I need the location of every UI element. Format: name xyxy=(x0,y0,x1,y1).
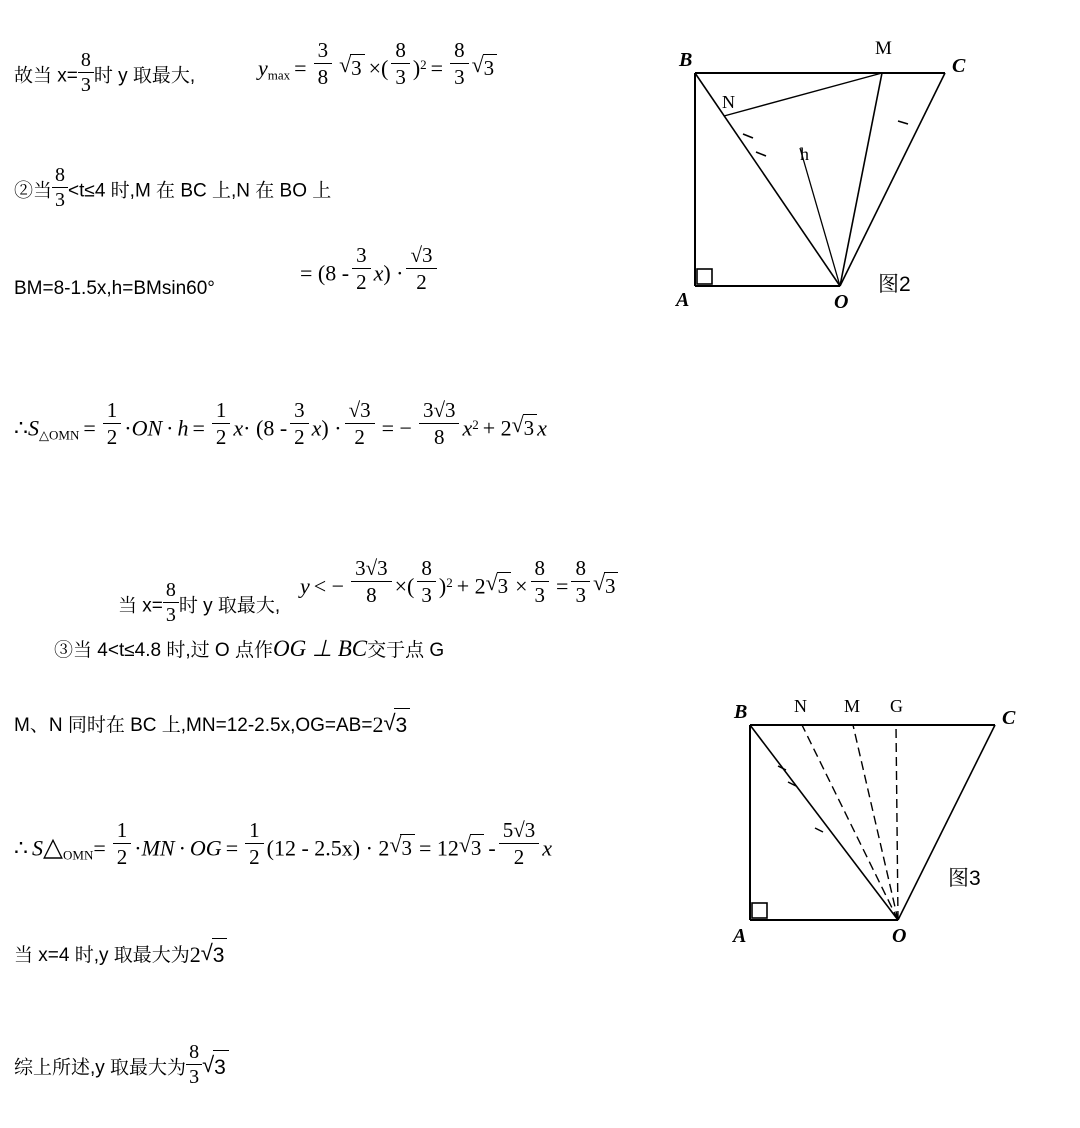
line2-suffix: <t≤4 时,M 在 BC 上,N 在 BO 上 xyxy=(68,180,332,202)
line6-math xyxy=(372,708,410,742)
right-angle-marker-A xyxy=(752,903,767,918)
line7-sqrt-radicand: 3 xyxy=(212,938,228,972)
eq5-OG: OG xyxy=(189,835,222,861)
eq1-frac2-den: 3 xyxy=(395,65,406,90)
eq3-dot1: · xyxy=(124,415,132,441)
segment-MO xyxy=(840,73,882,286)
line6-coefficient: 2 xyxy=(372,712,384,737)
line1-prefix: 故当 x= xyxy=(14,65,78,87)
eq3-fraction-1-2a xyxy=(103,398,122,449)
eq3-S: S xyxy=(28,415,39,441)
eq1-max-sub: max xyxy=(267,67,291,83)
equation-4 xyxy=(300,556,618,607)
eq2-fraction-3-2 xyxy=(352,243,371,294)
eq5-S: S xyxy=(32,835,43,861)
text-line-4 xyxy=(118,578,280,627)
eq2-dot: ) · xyxy=(383,260,404,286)
tick-mark-bo-1 xyxy=(743,134,753,138)
eq5-fraction-1-2a xyxy=(113,818,132,869)
eq5-minus: - xyxy=(488,835,496,861)
line6-sqrt-radicand: 3 xyxy=(394,708,410,742)
eq3-x2: x xyxy=(311,415,322,441)
text-line-7 xyxy=(14,938,227,972)
eq5-x: x xyxy=(542,835,552,861)
eq5-sqrt2-radicand: 3 xyxy=(470,834,485,861)
eq5-triangle: △ xyxy=(43,832,63,862)
figure3-label-C: C xyxy=(1002,707,1016,729)
line2-fraction xyxy=(52,163,68,212)
figure3-caption: 图3 xyxy=(948,867,981,890)
text-line-3 xyxy=(14,275,215,304)
eq3-therefore: ∴ xyxy=(14,415,28,441)
line7-coefficient: 2 xyxy=(189,942,201,967)
eq5-f1-den: 2 xyxy=(116,845,128,870)
figure3-label-O: O xyxy=(892,925,907,947)
eq1-sqrt-3-result xyxy=(472,54,498,81)
eq3-equals1: = xyxy=(83,415,96,441)
line4-suffix: 时 y 取最大, xyxy=(178,595,281,617)
eq4-f2-num: 8 xyxy=(417,556,436,582)
eq1-exponent: 2 xyxy=(420,57,427,73)
eq3-f5-num: 3√3 xyxy=(419,398,460,424)
eq4-fraction-8-3a xyxy=(417,556,436,607)
eq3-plus: + 2 xyxy=(482,415,512,441)
eq5-f2-den: 2 xyxy=(249,845,260,870)
eq1-frac3-den: 3 xyxy=(454,65,465,90)
eq5-sqrt3a xyxy=(389,834,415,861)
eq5-paren-expression: (12 - 2.5x) · 2 xyxy=(266,835,390,861)
eq4-sqrt2-radicand: 3 xyxy=(604,572,619,599)
text-line-6 xyxy=(14,708,410,742)
eq2-fraction-sqrt3-2 xyxy=(406,243,436,294)
eq4-exponent: 2 xyxy=(446,575,453,591)
eq5-sqrt1-radicand: 3 xyxy=(400,834,415,861)
eq1-fraction-8-3 xyxy=(391,38,410,89)
eq3-equals3: = − xyxy=(381,415,412,441)
eq3-x-squared: 2 xyxy=(472,417,479,433)
figure2-label-N: N xyxy=(722,92,735,112)
eq3-fraction-3-2 xyxy=(290,398,309,449)
eq4-f1-den: 8 xyxy=(366,583,377,608)
figure2-label-B: B xyxy=(679,49,693,71)
text-line-8 xyxy=(14,1040,229,1089)
eq4-f2-den: 3 xyxy=(421,583,432,608)
eq3-dot2: · (8 - xyxy=(243,415,288,441)
eq4-y: y xyxy=(300,573,310,599)
eq1-sqrt1-radicand: 3 xyxy=(350,54,365,81)
eq4-f3-den: 3 xyxy=(534,583,546,608)
eq5-fraction-1-2b xyxy=(245,818,264,869)
eq3-S-subscript: △OMN xyxy=(39,427,80,443)
eq4-less-than: < − xyxy=(313,573,345,599)
eq1-frac1-num: 3 xyxy=(314,38,333,64)
eq2-sqrtfrac-num: √3 xyxy=(406,243,436,269)
equation-3 xyxy=(14,398,547,449)
eq2-frac-num: 3 xyxy=(352,243,371,269)
segment-BO xyxy=(695,73,840,286)
figure3-label-M: M xyxy=(844,696,861,716)
line1-fraction xyxy=(78,48,94,97)
figure-2-drawing xyxy=(660,28,990,318)
line6-prefix: M、N 同时在 BC 上,MN=12-2.5x,OG=AB= xyxy=(14,715,373,736)
eq4-equals: = xyxy=(556,573,569,599)
line2-prefix: ②当 xyxy=(14,180,53,202)
eq1-fraction-3-8 xyxy=(314,38,333,89)
eq5-equals1: = xyxy=(93,835,106,861)
figure3-label-A: A xyxy=(733,925,747,947)
line8-sqrt-radicand: 3 xyxy=(213,1050,229,1084)
figure2-caption: 图2 xyxy=(878,273,911,296)
eq1-equals2: = xyxy=(430,55,444,81)
eq5-MN: MN xyxy=(141,835,175,861)
tick-mark-co-1 xyxy=(898,121,908,124)
line7-prefix: 当 x=4 时,y 取最大为 xyxy=(14,945,190,966)
figure-3 xyxy=(720,680,1040,960)
eq3-f1-num: 1 xyxy=(103,398,122,424)
eq2-frac-den: 2 xyxy=(356,270,367,295)
tick-mark-3 xyxy=(815,828,823,832)
line7-sqrt3 xyxy=(201,938,228,972)
right-angle-marker-A xyxy=(697,269,712,284)
figure-2 xyxy=(660,28,990,318)
eq5-fraction-5sqrt3-2 xyxy=(499,818,540,869)
eq5-therefore: ∴ xyxy=(14,835,28,861)
line8-fraction xyxy=(186,1040,202,1089)
line4-frac-num: 8 xyxy=(163,578,179,603)
eq1-close-paren: ) xyxy=(412,55,421,81)
eq3-equals2: = xyxy=(192,415,205,441)
eq1-frac1-den: 8 xyxy=(317,65,329,90)
segment-ON-dashed xyxy=(802,725,898,920)
eq5-f1-num: 1 xyxy=(113,818,132,844)
eq3-fraction-sqrt3-2 xyxy=(345,398,375,449)
eq4-f4-den: 3 xyxy=(575,583,586,608)
line5-suffix: 交于点 G xyxy=(367,640,445,661)
eq5-cdot: · xyxy=(178,835,186,861)
eq1-frac2-num: 8 xyxy=(391,38,410,64)
eq3-f5-den: 8 xyxy=(433,425,445,450)
eq1-equals: = xyxy=(294,55,307,81)
text-line-5 xyxy=(54,632,444,667)
line7-math xyxy=(190,938,228,972)
eq2-x: x xyxy=(373,260,384,286)
line8-frac-num: 8 xyxy=(186,1040,202,1065)
line4-prefix: 当 x= xyxy=(118,595,163,617)
eq3-f3-num: 3 xyxy=(290,398,309,424)
line2-frac-num: 8 xyxy=(52,163,68,188)
equation-2 xyxy=(300,243,440,294)
figure2-label-A: A xyxy=(676,289,690,311)
line3-prefix: BM=8-1.5x,h=BMsin60° xyxy=(14,278,215,299)
eq3-ON: ON xyxy=(131,415,163,441)
eq4-times: ×( xyxy=(394,573,415,599)
figure2-label-O: O xyxy=(834,291,849,313)
eq3-x1: x xyxy=(233,415,244,441)
text-line-2 xyxy=(14,163,331,212)
eq4-sqrt3b xyxy=(593,572,619,599)
line6-sqrt3 xyxy=(383,708,410,742)
eq3-f1-den: 2 xyxy=(106,425,118,450)
line2-frac-den: 3 xyxy=(55,189,66,211)
eq3-x4: x xyxy=(537,415,547,441)
figure3-label-G: G xyxy=(890,696,903,716)
line5-prefix: ③当 4<t≤4.8 时,过 O 点作 xyxy=(54,640,273,661)
text-line-1 xyxy=(14,48,195,97)
figure2-label-h: h xyxy=(800,144,809,164)
line1-suffix: 时 y 取最大, xyxy=(93,65,196,87)
eq5-equals3: = 12 xyxy=(418,835,459,861)
figure-3-drawing xyxy=(720,680,1040,960)
eq1-sqrt2-radicand: 3 xyxy=(483,54,498,81)
line1-fraction-denominator: 3 xyxy=(80,74,91,96)
eq5-subscript-omn: OMN xyxy=(63,847,94,863)
line5-og-perp-bc: OG ⊥ BC xyxy=(272,636,368,661)
eq4-close-paren: ) xyxy=(438,573,447,599)
eq3-f4-num: √3 xyxy=(345,398,375,424)
segment-NM xyxy=(724,73,882,116)
eq4-fraction-3sqrt3-8 xyxy=(351,556,392,607)
tick-mark-bo-2 xyxy=(756,152,766,156)
eq1-sqrt-3 xyxy=(339,54,365,81)
eq2-equals-paren: = (8 - xyxy=(300,260,350,286)
segment-CO xyxy=(840,73,945,286)
eq3-fraction-3sqrt3-8 xyxy=(419,398,460,449)
eq4-plus: + 2 xyxy=(456,573,486,599)
eq5-equals2: = xyxy=(225,835,239,861)
eq3-f3-den: 2 xyxy=(294,425,305,450)
eq3-f2-num: 1 xyxy=(212,398,231,424)
eq3-x3: x xyxy=(462,415,473,441)
line4-frac-den: 3 xyxy=(165,604,176,626)
eq3-cdot: · xyxy=(166,415,174,441)
eq5-sqrt3b xyxy=(459,834,485,861)
eq4-fraction-8-3b xyxy=(531,556,550,607)
equation-1 xyxy=(258,38,497,89)
eq5-f3-num: 5√3 xyxy=(499,818,540,844)
eq3-f4-den: 2 xyxy=(354,425,365,450)
line1-fraction-numerator: 8 xyxy=(78,48,94,73)
eq2-sqrtfrac-den: 2 xyxy=(416,270,427,295)
eq3-sqrt3 xyxy=(512,414,538,441)
eq1-times: ×( xyxy=(368,55,389,81)
segment-OG-dashed xyxy=(896,725,898,920)
eq4-f3-num: 8 xyxy=(531,556,550,582)
eq4-fraction-8-3c xyxy=(571,556,590,607)
line8-sqrt3 xyxy=(202,1050,229,1084)
eq5-dot1: · xyxy=(134,835,142,861)
eq4-f1-num: 3√3 xyxy=(351,556,392,582)
figure3-label-B: B xyxy=(734,701,748,723)
eq3-sqrt-radicand: 3 xyxy=(523,414,538,441)
eq3-h: h xyxy=(177,415,189,441)
figure3-label-N: N xyxy=(794,696,807,716)
eq3-close: ) · xyxy=(321,415,342,441)
eq1-y: y xyxy=(258,55,268,81)
equation-5 xyxy=(14,818,552,869)
eq1-fraction-8-3-result xyxy=(450,38,469,89)
line8-frac-den: 3 xyxy=(189,1066,200,1088)
eq1-frac3-num: 8 xyxy=(450,38,469,64)
segment-h xyxy=(800,148,840,286)
line8-prefix: 综上所述,y 取最大为 xyxy=(14,1057,187,1079)
eq4-times2: × xyxy=(515,573,528,599)
eq4-f4-num: 8 xyxy=(571,556,590,582)
figure2-label-C: C xyxy=(952,55,966,77)
eq5-f3-den: 2 xyxy=(513,845,525,870)
eq4-sqrt3a xyxy=(486,572,512,599)
figure2-label-M: M xyxy=(875,38,892,59)
eq3-f2-den: 2 xyxy=(215,425,227,450)
eq3-fraction-1-2b xyxy=(212,398,231,449)
line4-fraction xyxy=(163,578,179,627)
eq4-sqrt1-radicand: 3 xyxy=(497,572,512,599)
eq5-f2-num: 1 xyxy=(245,818,264,844)
